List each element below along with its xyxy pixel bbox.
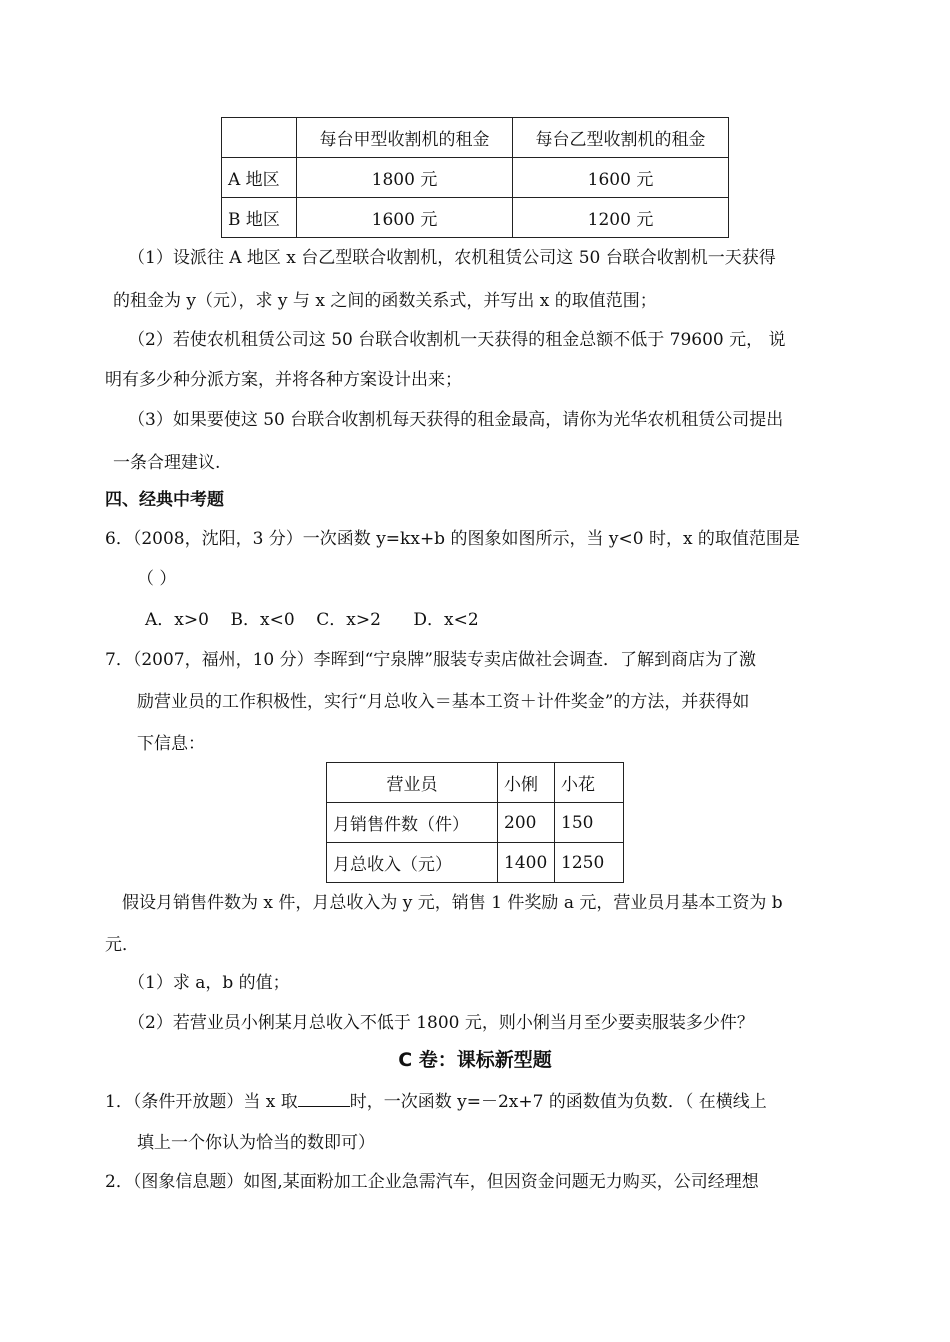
rental-table [221, 117, 729, 238]
table-cell: A 地区 [222, 158, 297, 198]
table-cell: 1600 元 [297, 198, 513, 238]
table-row [327, 843, 624, 883]
q7-line1: 7．（2007，福州，10 分）李晖到“宁泉牌”服装专卖店做社会调查．了解到商店为了激 [105, 650, 756, 670]
answer-blank[interactable] [298, 1092, 350, 1107]
q6-line1: 6．（2008，沈阳，3 分）一次函数 y=kx+b 的图象如图所示，当 y<0 时，x 的取值范围是 [105, 529, 800, 549]
q5-part3-line1: （3）如果要使这 50 台联合收割机每天获得的租金最高，请你为光华农机租赁公司提出 [128, 410, 784, 430]
table-cell: 1800 元 [297, 158, 513, 198]
rental-table-header-a: 每台甲型收割机的租金 [297, 118, 513, 158]
q5-part2-line2: 明有多少种分派方案，并将各种方案设计出来； [105, 370, 462, 390]
table-cell: B 地区 [222, 198, 297, 238]
sales-table-header-name: 营业员 [327, 763, 498, 803]
table-cell: 150 [555, 803, 624, 843]
q7-line2: 励营业员的工作积极性，实行“月总收入＝基本工资＋计件奖金”的方法，并获得如 [137, 692, 750, 712]
table-cell: 月总收入（元） [327, 843, 498, 883]
table-cell: 月销售件数（件） [327, 803, 498, 843]
table-row [222, 158, 729, 198]
q5-part3-line2: 一条合理建议. [113, 453, 221, 473]
sales-table [326, 762, 624, 883]
section-c-title: C 卷：课标新型题 [398, 1049, 552, 1071]
sales-table-header-p2: 小花 [555, 763, 624, 803]
table-row [222, 198, 729, 238]
section-title: 四、经典中考题 [105, 490, 224, 510]
c1-line1-end: 时，一次函数 y=－2x+7 的函数值为负数．（ 在横线上 [349, 1092, 767, 1112]
q5-part1-line1: （1）设派往 A 地区 x 台乙型联合收割机，农机租赁公司这 50 台联合收割机一天获得 [128, 248, 776, 268]
table-row [327, 803, 624, 843]
table-cell: 1400 [498, 843, 555, 883]
q7-sub2: （2）若营业员小俐某月总收入不低于 1800 元，则小俐当月至少要卖服装多少件？ [128, 1013, 754, 1033]
q5-part2-line1: （2）若使农机租赁公司这 50 台联合收割机一天获得的租金总额不低于 79600 元， 说 [128, 330, 786, 350]
table-cell: 1200 元 [513, 198, 729, 238]
table-cell: 1250 [555, 843, 624, 883]
c1-line2: 填上一个你认为恰当的数即可） [137, 1133, 375, 1153]
rental-table-header-b: 每台乙型收割机的租金 [513, 118, 729, 158]
q7-line3: 下信息： [137, 734, 205, 754]
c1-line1 [105, 1087, 767, 1112]
q6-line2: （ ） [137, 569, 177, 589]
q5-part1-line2: 的租金为 y（元），求 y 与 x 之间的函数关系式，并写出 x 的取值范围； [113, 291, 657, 311]
table-cell: 200 [498, 803, 555, 843]
rental-table-header-corner [222, 118, 297, 158]
sales-table-header-p1: 小俐 [498, 763, 555, 803]
c2-line1: 2．（图象信息题）如图,某面粉加工企业急需汽车，但因资金问题无力购买，公司经理想 [105, 1172, 759, 1192]
table-cell: 1600 元 [513, 158, 729, 198]
q7-assume-line2: 元． [105, 935, 139, 955]
c1-line1-start: 1．（条件开放题）当 x 取 [105, 1092, 298, 1112]
q7-assume-line1: 假设月销售件数为 x 件，月总收入为 y 元，销售 1 件奖励 a 元，营业员月基本工资为 b [122, 893, 783, 913]
q7-sub1: （1）求 a，b 的值； [128, 973, 290, 993]
q6-options: A．x>0 B．x<0 C．x>2 D．x<2 [145, 610, 479, 630]
